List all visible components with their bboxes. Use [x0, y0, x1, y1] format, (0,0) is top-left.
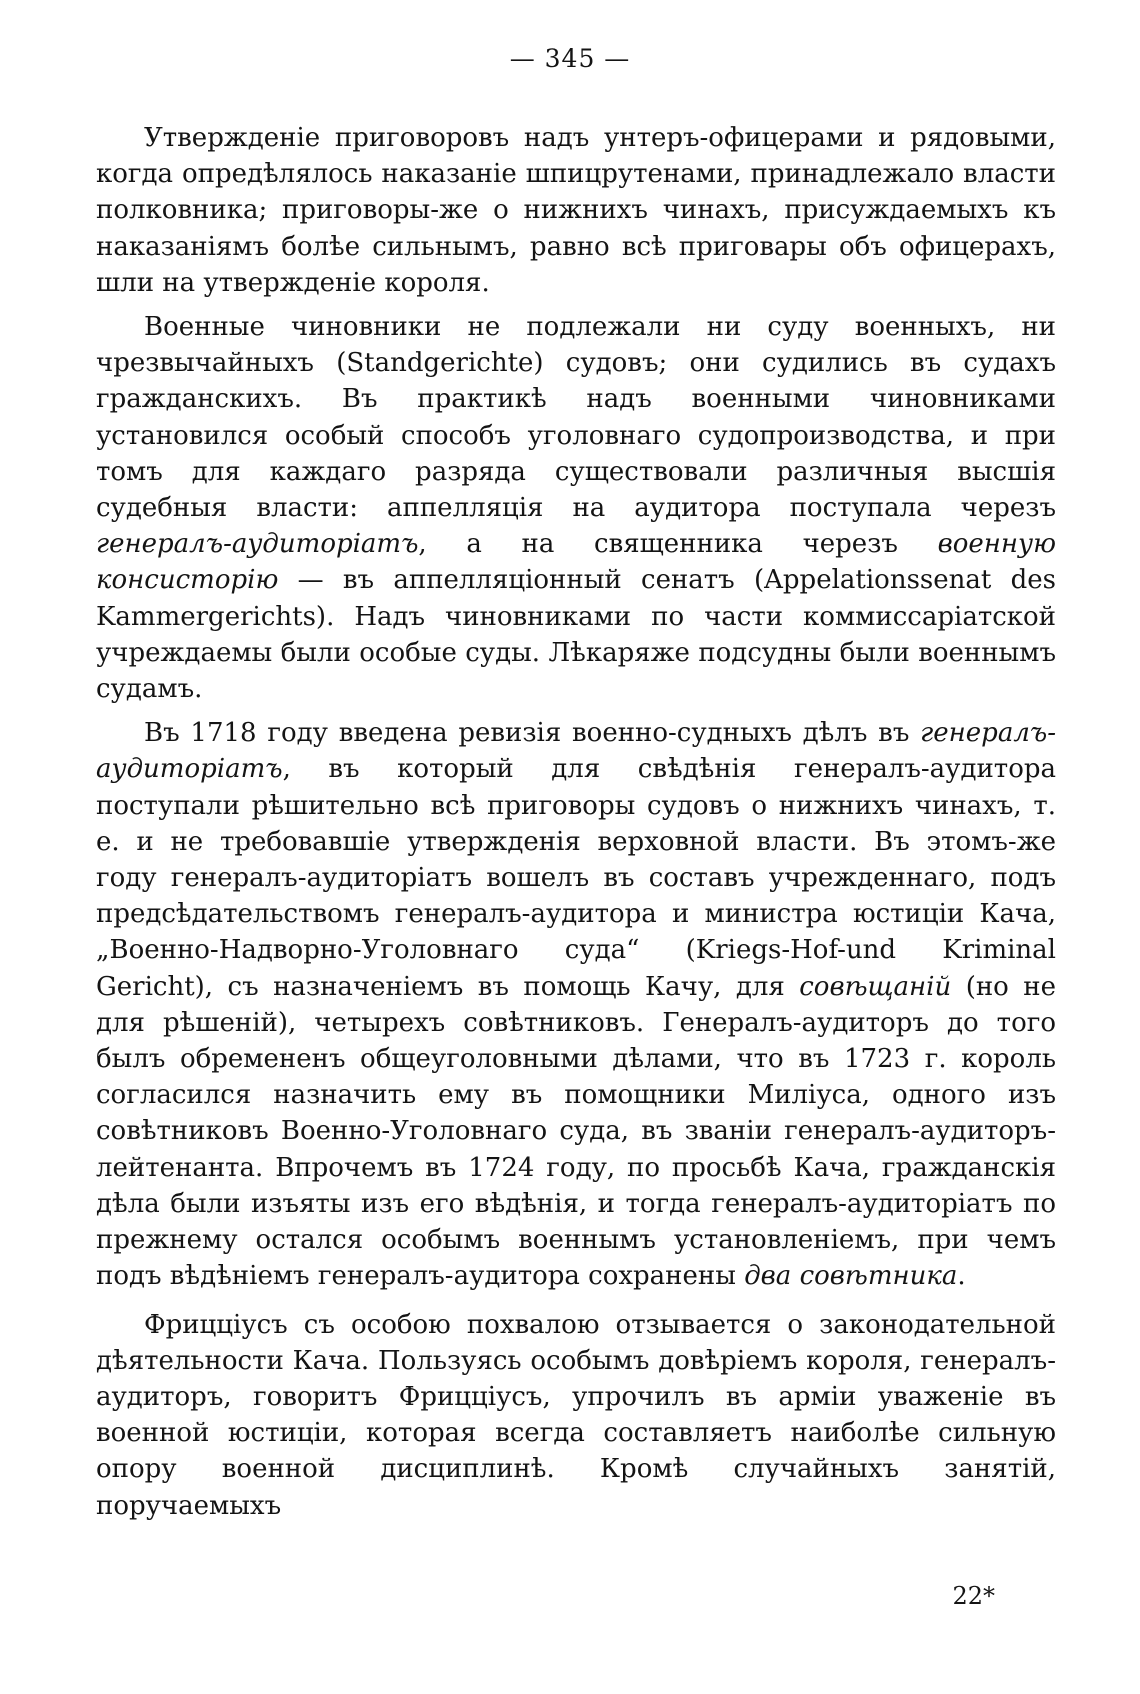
paragraph-1: Утвержденіе приговоровъ надъ унтеръ-офицерами и рядовыми, когда опредѣлялось наказаніе шпицрутенами, принадлежало власти полковника; приговоры-же о нижнихъ чинахъ, присуждаемыхъ къ наказаніямъ болѣе сильнымъ, равно всѣ приговары объ офицерахъ, шли на утвержденіе короля.	[96, 123, 1056, 298]
paragraph-2-italic-2: военную консисторію	[96, 529, 1056, 596]
paragraph-3	[96, 715, 1056, 1294]
paragraph-4: Фрицціусъ съ особою похвалою отзывается о законодательной дѣятельности Кача. Пользуясь особымъ довѣріемъ короля, генералъ-аудиторъ, говоритъ Фрицціусъ, упрочилъ въ арміи уваженіе въ военной юстиціи, которая всегда составляетъ наиболѣе сильную опору военной дисциплинѣ. Кромѣ случайныхъ занятій, поручаемыхъ	[96, 1309, 1056, 1521]
paragraph-2-text-1: Военные чиновники не подлежали ни суду военныхъ, ни чрезвычайныхъ (Standgerichte) судовъ; они судились въ судахъ гражданскихъ. Въ практикѣ надъ военными чиновниками установился особый способъ уголовнаго судопроизводства, и при томъ для каждаго разряда существовали различныя высшія судебныя власти: аппелляція на аудитора поступала черезъ	[96, 312, 1056, 524]
paragraph-3-italic-3: два совѣтника	[744, 1261, 958, 1292]
paragraph-2-text-3: — въ аппелляціонный сенатъ (Appelationssenat des Kammergerichts). Надъ чиновниками по части коммиссаріатской учреждаемы были особые суды. Лѣкаряже подсудны были военнымъ судамъ.	[96, 565, 1056, 705]
body-text	[96, 120, 1056, 1532]
paragraph-3-italic-2: совѣщаній	[799, 971, 952, 1002]
paragraph-3-italic-1: генералъ-аудиторіатъ	[96, 718, 1056, 785]
signature-mark: 22*	[952, 1582, 995, 1610]
page-number: — 345 —	[509, 44, 631, 73]
paragraph-2-text-2: , а на священника черезъ	[418, 529, 938, 560]
paragraph-2-italic-1: генералъ-аудиторіатъ	[96, 529, 419, 560]
paragraph-3-text-1: Въ 1718 году введена ревизія военно-судныхъ дѣлъ въ	[144, 718, 921, 749]
paragraph-3-text-4: .	[957, 1261, 966, 1292]
paragraph-2	[96, 309, 1056, 707]
paragraph-3-text-2: , въ который для свѣдѣнія генералъ-аудитора поступали рѣшительно всѣ приговоры судовъ о нижнихъ чинахъ, т. е. и не требовавшіе утвержденія верховной власти. Въ этомъ-же году генералъ-аудиторіатъ вошелъ въ составъ учрежденнаго, подъ предсѣдательствомъ генералъ-аудитора и министра юстиціи Кача, „Военно-Надворно-Уголовнаго суда“ (Kriegs-Hof-und Kriminal Gericht), съ назначеніемъ въ помощь Качу, для	[96, 754, 1056, 1002]
paragraph-3-text-3: (но не для рѣшеній), четырехъ совѣтниковъ. Генералъ-аудиторъ до того былъ обремененъ общеуголовными дѣлами, что въ 1723 г. король согласился назначить ему въ помощники Миліуса, одного изъ совѣтниковъ Военно-Уголовнаго суда, въ званіи генералъ-аудиторъ-лейтенанта. Впрочемъ въ 1724 году, по просьбѣ Кача, гражданскія дѣла были изъяты изъ его вѣдѣнія, и тогда генералъ-аудиторіатъ по прежнему остался особымъ военнымъ установленіемъ, при чемъ подъ вѣдѣніемъ генералъ-аудитора сохранены	[96, 971, 1056, 1292]
